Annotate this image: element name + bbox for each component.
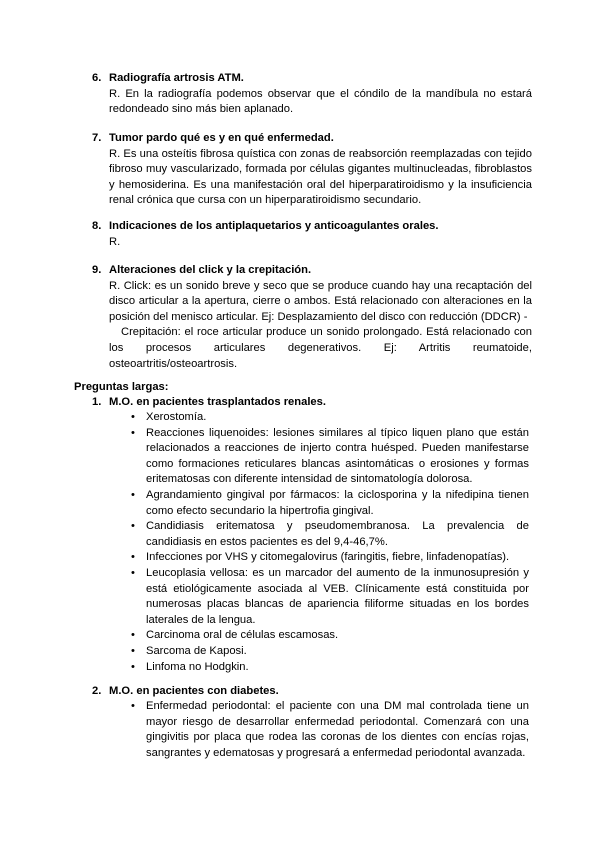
list-item: • Reacciones liquenoides: lesiones similares al típico liquen plano que están relacionados a reacciones de injerto contra huésped. Pueden manifestarse como formaciones reticulares blancas asintomáticas o erosiones y formas eritematosas con diferente intensidad de sintomatología dolorosa.: [131, 426, 529, 488]
question-answer: R. Click: es un sonido breve y seco que se produce cuando hay una recaptación del disco articular a la apertura, cierre o ambos. Está relacionado con alteraciones en la posición del menisco articular. Ej: Desplazamiento del disco con reducción (DDCR) -: [109, 279, 532, 323]
list-item: • Carcinoma oral de células escamosas.: [131, 628, 529, 644]
list-item: • Xerostomía.: [131, 410, 529, 426]
list-item: • Linfoma no Hodgkin.: [131, 660, 529, 676]
question-7: [92, 131, 532, 209]
question-answer: R. Es una osteítis fibrosa quística con zonas de reabsorción reemplazadas con tejido fibroso muy vascularizado, formada por células gigantes multinucleadas, fibroblastos y hemosiderina. Es una manifestación oral del hiperparatiroidismo y la insuficiencia renal crónica que cursa con un hiperparatiroidismo secundario.: [109, 147, 532, 207]
bullet-list-diabetes: [131, 699, 529, 761]
list-item: • Sarcoma de Kaposi.: [131, 644, 529, 660]
question-answer-continued: Crepitación: el roce articular produce un sonido prolongado. Está relacionado con los procesos articulares degenerativos. Ej: Artritis reumatoide, osteoartritis/osteoartrosis.: [109, 326, 532, 370]
list-item: • Candidiasis eritematosa y pseudomembranosa. La prevalencia de candidiasis en estos pacientes es del 9,4-46,7%.: [131, 519, 529, 550]
question-title: Tumor pardo qué es y en qué enfermedad.: [109, 132, 334, 144]
section-heading: Preguntas largas:: [74, 381, 169, 393]
question-9: [92, 263, 532, 372]
list-item: • Leucoplasia vellosa: es un marcador del aumento de la inmunosupresión y está etiológicamente asociada al VEB. Clínicamente está constituida por numerosas placas blancas de apariencia filiforme situadas en los bordes laterales de la lengua.: [131, 566, 529, 628]
question-number: 6.: [92, 72, 102, 84]
question-number: 7.: [92, 132, 102, 144]
bullet-list-trasplantados: [131, 410, 529, 675]
question-number: 1.: [92, 396, 102, 408]
question-title: Indicaciones de los antiplaquetarios y anticoagulantes orales.: [109, 220, 439, 232]
question-8: [92, 219, 532, 250]
list-item: • Enfermedad periodontal: el paciente con una DM mal controlada tiene un mayor riesgo de desarrollar enfermedad periodontal. Comenzará con una gingivitis por placa que rodea las coronas de los dientes con encías rojas, sangrantes y edematosas y progresará a enfermedad periodontal avanzada.: [131, 699, 529, 761]
long-question-2: [92, 684, 532, 700]
question-title: M.O. en pacientes con diabetes.: [109, 685, 279, 697]
question-answer: R.: [109, 235, 121, 248]
list-item: • Agrandamiento gingival por fármacos: la ciclosporina y la nifedipina tienen como efecto secundario la hipertrofia gingival.: [131, 488, 529, 519]
question-number: 2.: [92, 685, 102, 697]
list-item: • Infecciones por VHS y citomegalovirus (faringitis, fiebre, linfadenopatías).: [131, 550, 529, 566]
question-number: 8.: [92, 220, 102, 232]
question-title: Radiografía artrosis ATM.: [109, 72, 244, 84]
question-title: M.O. en pacientes trasplantados renales.: [109, 396, 326, 408]
question-title: Alteraciones del click y la crepitación.: [109, 264, 312, 276]
question-answer: R. En la radiografía podemos observar que el cóndilo de la mandíbula no estará redondeado sino más bien aplanado.: [109, 87, 532, 116]
question-6: [92, 71, 532, 118]
question-number: 9.: [92, 264, 102, 276]
long-question-1: [92, 395, 532, 411]
